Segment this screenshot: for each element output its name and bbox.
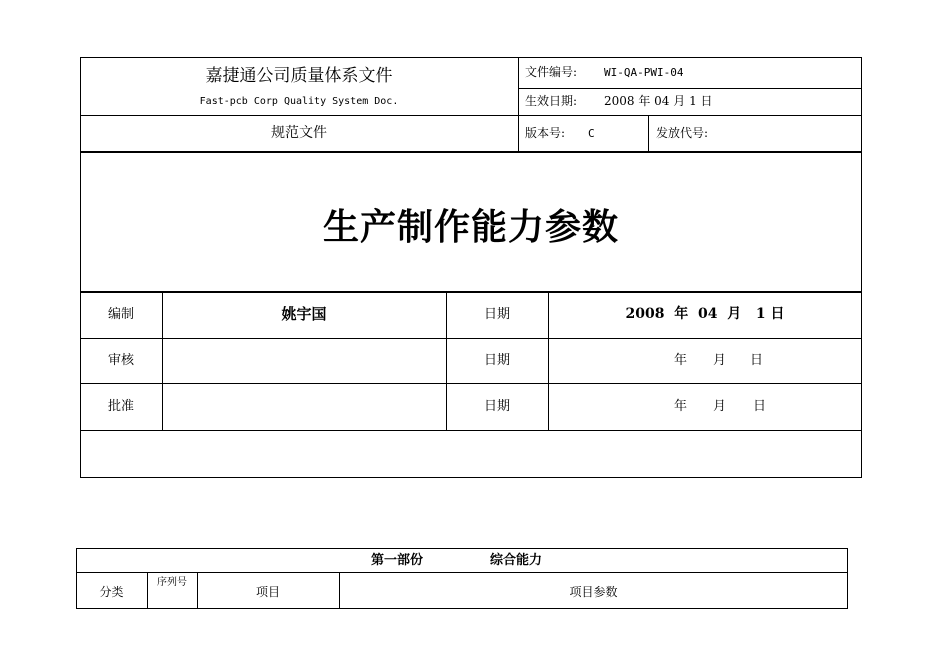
effective-date-value: 2008 年 04 月 1 日 xyxy=(604,94,713,108)
header-row-divider xyxy=(518,88,862,89)
effective-date-label: 生效日期: xyxy=(525,94,578,108)
approval-row3-bottom xyxy=(80,430,862,431)
approval-date-label-compile: 日期 xyxy=(483,307,510,322)
doc-number-label: 文件编号: xyxy=(525,65,578,79)
approval-date-review-month: 月 xyxy=(713,353,727,368)
approval-role-review: 审核 xyxy=(107,353,134,368)
distribution-label: 发放代号: xyxy=(656,126,709,140)
section-part-label: 第一部份 xyxy=(371,553,424,568)
company-title: 嘉捷通公司质量体系文件 xyxy=(205,66,393,86)
approval-date-review-day: 日 xyxy=(750,353,764,368)
section-header-bottom-line xyxy=(76,572,848,573)
main-title: 生产制作能力参数 xyxy=(322,207,619,248)
column-header-item: 项目 xyxy=(255,585,280,599)
doc-type: 规范文件 xyxy=(271,125,327,141)
approval-date-compile: 2008 年 04 月 1 日 xyxy=(625,306,785,322)
approval-date-label-approve: 日期 xyxy=(483,399,510,414)
column-header-category: 分类 xyxy=(99,585,124,599)
approval-date-approve-month: 月 xyxy=(713,399,727,414)
approval-date-review-year: 年 xyxy=(674,353,688,368)
header-bottom-line xyxy=(80,115,862,116)
approval-row1-bottom xyxy=(80,338,862,339)
section-name-label: 综合能力 xyxy=(490,553,543,568)
document-frame xyxy=(80,57,862,478)
column-header-item-params: 项目参数 xyxy=(569,585,618,599)
version-label: 版本号: xyxy=(525,126,566,140)
title-bottom-line xyxy=(80,291,862,293)
version-col-divider xyxy=(648,115,649,151)
doc-number-value: WI-QA-PWI-04 xyxy=(604,66,684,79)
header-col-divider xyxy=(518,57,519,151)
approval-date-approve-year: 年 xyxy=(674,399,688,414)
version-value: C xyxy=(588,127,595,140)
approval-date-label-review: 日期 xyxy=(483,353,510,368)
approval-role-compile: 编制 xyxy=(107,307,134,322)
doctype-row-bottom-line xyxy=(80,151,862,153)
approval-name-compile: 姚宇国 xyxy=(281,305,327,323)
company-subtitle: Fast-pcb Corp Quality System Doc. xyxy=(199,96,399,107)
approval-date-approve-day: 日 xyxy=(753,399,767,414)
approval-role-approve: 批准 xyxy=(107,399,134,414)
column-header-serial: 序列号 xyxy=(157,577,187,588)
approval-row2-bottom xyxy=(80,383,862,384)
